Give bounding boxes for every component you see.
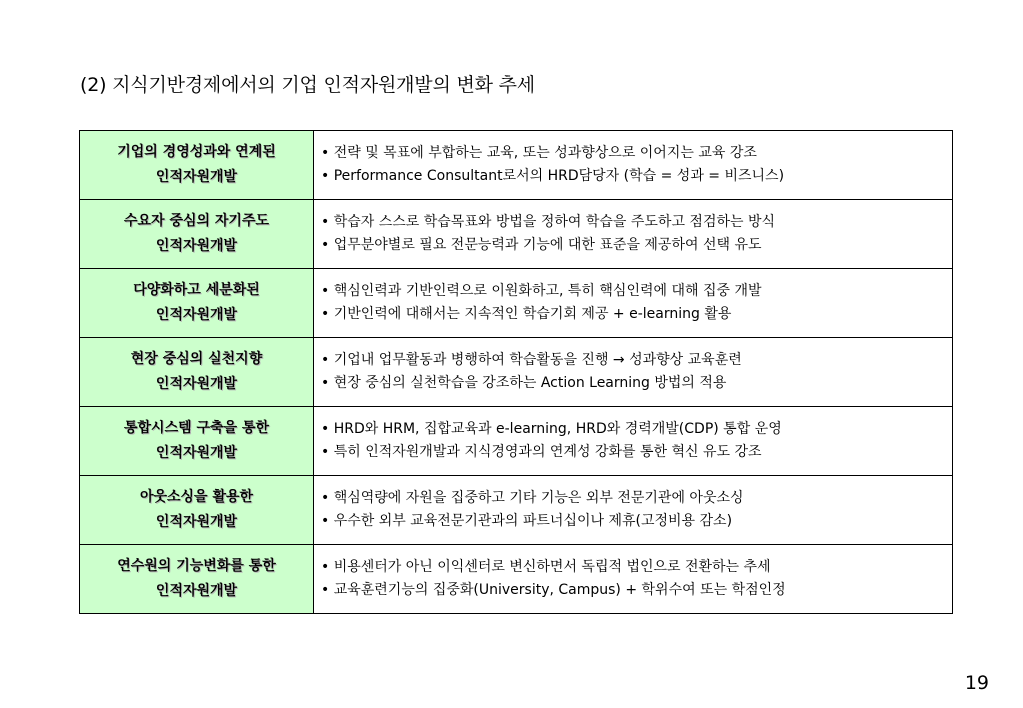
table-row xyxy=(80,338,953,407)
bullet-item: • 우수한 외부 교육전문기관과의 파트너십이나 제휴(고정비용 감소) xyxy=(321,513,733,529)
table-row xyxy=(80,269,953,338)
row-label-line1: 다양화하고 세분화된 xyxy=(133,282,260,298)
row-label-line1: 현장 중심의 실천지향 xyxy=(130,351,263,367)
page-number: 19 xyxy=(964,672,989,694)
row-description xyxy=(314,269,953,338)
row-description xyxy=(314,545,953,614)
bullet-item: • 특히 인적자원개발과 지식경영과의 연계성 강화를 통한 혁신 유도 강조 xyxy=(321,444,762,460)
bullet-item: • 핵심인력과 기반인력으로 이원화하고, 특히 핵심인력에 대해 집중 개발 xyxy=(321,283,762,299)
row-label xyxy=(80,476,314,545)
row-label xyxy=(80,200,314,269)
bullet-item: • 기반인력에 대해서는 지속적인 학습기회 제공 + e-learning 활용 xyxy=(321,306,732,322)
bullet-item: • 학습자 스스로 학습목표와 방법을 정하여 학습을 주도하고 점검하는 방식 xyxy=(321,214,776,230)
row-label-line2: 인적자원개발 xyxy=(155,307,238,323)
row-label xyxy=(80,269,314,338)
row-label-line2: 인적자원개발 xyxy=(155,445,238,461)
bullet-item: • 핵심역량에 자원을 집중하고 기타 기능은 외부 전문기관에 아웃소싱 xyxy=(321,490,744,506)
row-description xyxy=(314,200,953,269)
row-label-line1: 수요자 중심의 자기주도 xyxy=(124,213,269,229)
table-row xyxy=(80,407,953,476)
bullet-item: • 교육훈련기능의 집중화(University, Campus) + 학위수여 또는 학점인정 xyxy=(321,582,786,598)
row-label-line1: 아웃소싱을 활용한 xyxy=(139,489,254,505)
bullet-item: • HRD와 HRM, 집합교육과 e-learning, HRD와 경력개발(CDP) 통합 운영 xyxy=(321,421,782,437)
bullet-item: • 현장 중심의 실천학습을 강조하는 Action Learning 방법의 적용 xyxy=(321,375,727,391)
row-label xyxy=(80,407,314,476)
table-row xyxy=(80,545,953,614)
table-row xyxy=(80,200,953,269)
bullet-item: • 전략 및 목표에 부합하는 교육, 또는 성과향상으로 이어지는 교육 강조 xyxy=(321,145,757,161)
bullet-item: • 업무분야별로 필요 전문능력과 기능에 대한 표준을 제공하여 선택 유도 xyxy=(321,237,762,253)
row-label xyxy=(80,338,314,407)
row-description xyxy=(314,131,953,200)
row-label-line1: 통합시스템 구축을 통한 xyxy=(124,420,269,436)
row-label xyxy=(80,545,314,614)
row-label xyxy=(80,131,314,200)
row-label-line2: 인적자원개발 xyxy=(155,169,238,185)
page-title: (2) 지식기반경제에서의 기업 인적자원개발의 변화 추세 xyxy=(80,74,535,96)
row-description xyxy=(314,407,953,476)
bullet-item: • 비용센터가 아닌 이익센터로 변신하면서 독립적 법인으로 전환하는 추세 xyxy=(321,559,771,575)
table-row xyxy=(80,131,953,200)
row-label-line1: 기업의 경영성과와 연계된 xyxy=(117,144,276,160)
row-label-line2: 인적자원개발 xyxy=(155,514,238,530)
row-description xyxy=(314,338,953,407)
row-label-line2: 인적자원개발 xyxy=(155,238,238,254)
row-label-line2: 인적자원개발 xyxy=(155,583,238,599)
bullet-item: • 기업내 업무활동과 병행하여 학습활동을 진행 → 성과향상 교육훈련 xyxy=(321,352,742,368)
row-label-line2: 인적자원개발 xyxy=(155,376,238,392)
bullet-item: • Performance Consultant로서의 HRD담당자 (학습 = 성과 = 비즈니스) xyxy=(321,168,785,184)
table-row xyxy=(80,476,953,545)
row-description xyxy=(314,476,953,545)
hrd-trends-table xyxy=(79,130,953,614)
row-label-line1: 연수원의 기능변화를 통한 xyxy=(117,558,276,574)
